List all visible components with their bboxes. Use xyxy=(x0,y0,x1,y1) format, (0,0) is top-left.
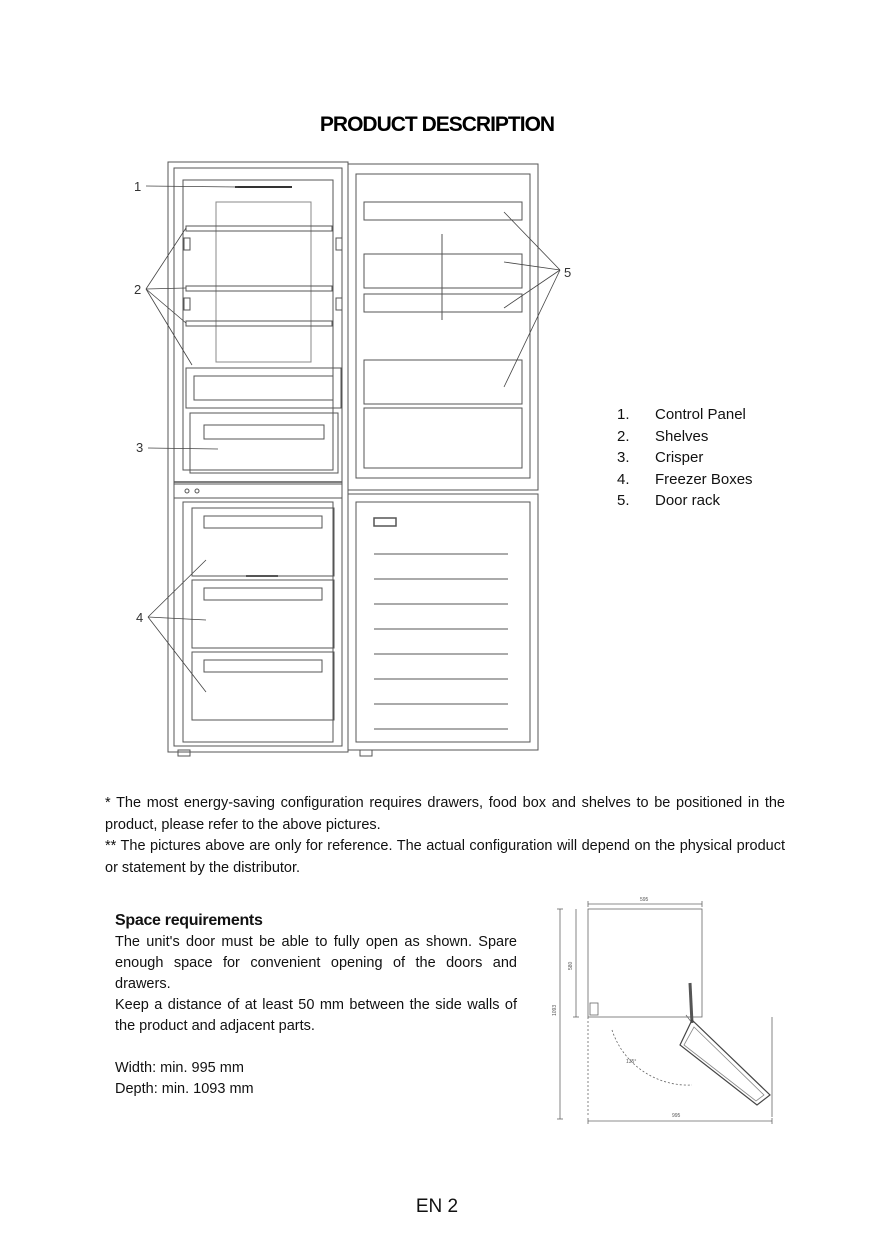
legend-label: Freezer Boxes xyxy=(655,470,753,488)
dim-side-outer: 1093 xyxy=(552,1004,558,1016)
legend-item xyxy=(617,404,753,426)
callout-1: 1 xyxy=(134,179,142,194)
min-depth-text: Depth: min. 1093 mm xyxy=(115,1081,254,1097)
legend-number: 3. xyxy=(617,449,630,467)
page-number: EN 2 xyxy=(415,1196,459,1217)
configuration-notes xyxy=(105,793,785,879)
legend-item xyxy=(617,447,753,469)
legend-number: 2. xyxy=(617,427,630,445)
door-angle: 135° xyxy=(626,1059,637,1065)
min-width-text: Width: min. 995 mm xyxy=(115,1060,244,1076)
page-title: PRODUCT DESCRIPTION xyxy=(319,113,555,136)
door-opening-text: The unit's door must be able to fully open as shown. Spare enough space for convenient opening of the doors and drawers. xyxy=(115,934,517,992)
legend-item xyxy=(617,426,753,448)
callout-2: 2 xyxy=(134,282,142,297)
callout-3: 3 xyxy=(136,440,144,455)
legend-number: 4. xyxy=(617,470,630,488)
side-distance-text: Keep a distance of at least 50 mm between the side walls of the product and adjacent parts. xyxy=(115,997,517,1034)
spacer xyxy=(115,1037,517,1058)
note-reference-only: ** The pictures above are only for reference. The actual configuration will depend on the physical product or statement by the distributor. xyxy=(105,838,785,876)
note-energy-saving: * The most energy-saving configuration requires drawers, food box and shelves to be positioned in the product, please refer to the above pictures. xyxy=(105,795,785,833)
space-requirements-heading: Space requirements xyxy=(115,912,263,929)
legend-item xyxy=(617,490,753,512)
callout-5: 5 xyxy=(564,265,572,280)
callout-4: 4 xyxy=(136,610,144,625)
parts-legend xyxy=(617,404,753,512)
dim-bottom: 995 xyxy=(672,1113,681,1119)
legend-label: Crisper xyxy=(655,449,704,467)
dim-side-inner: 580 xyxy=(568,961,574,970)
legend-number: 1. xyxy=(617,406,630,424)
dim-top: 595 xyxy=(640,897,649,903)
legend-label: Door rack xyxy=(655,492,721,510)
door-clearance-plan xyxy=(552,895,782,1133)
legend-item xyxy=(617,469,753,491)
legend-label: Control Panel xyxy=(655,406,746,424)
space-requirements-section xyxy=(115,910,517,1100)
fridge-diagram xyxy=(120,150,590,765)
legend-number: 5. xyxy=(617,492,630,510)
legend-label: Shelves xyxy=(655,427,709,445)
